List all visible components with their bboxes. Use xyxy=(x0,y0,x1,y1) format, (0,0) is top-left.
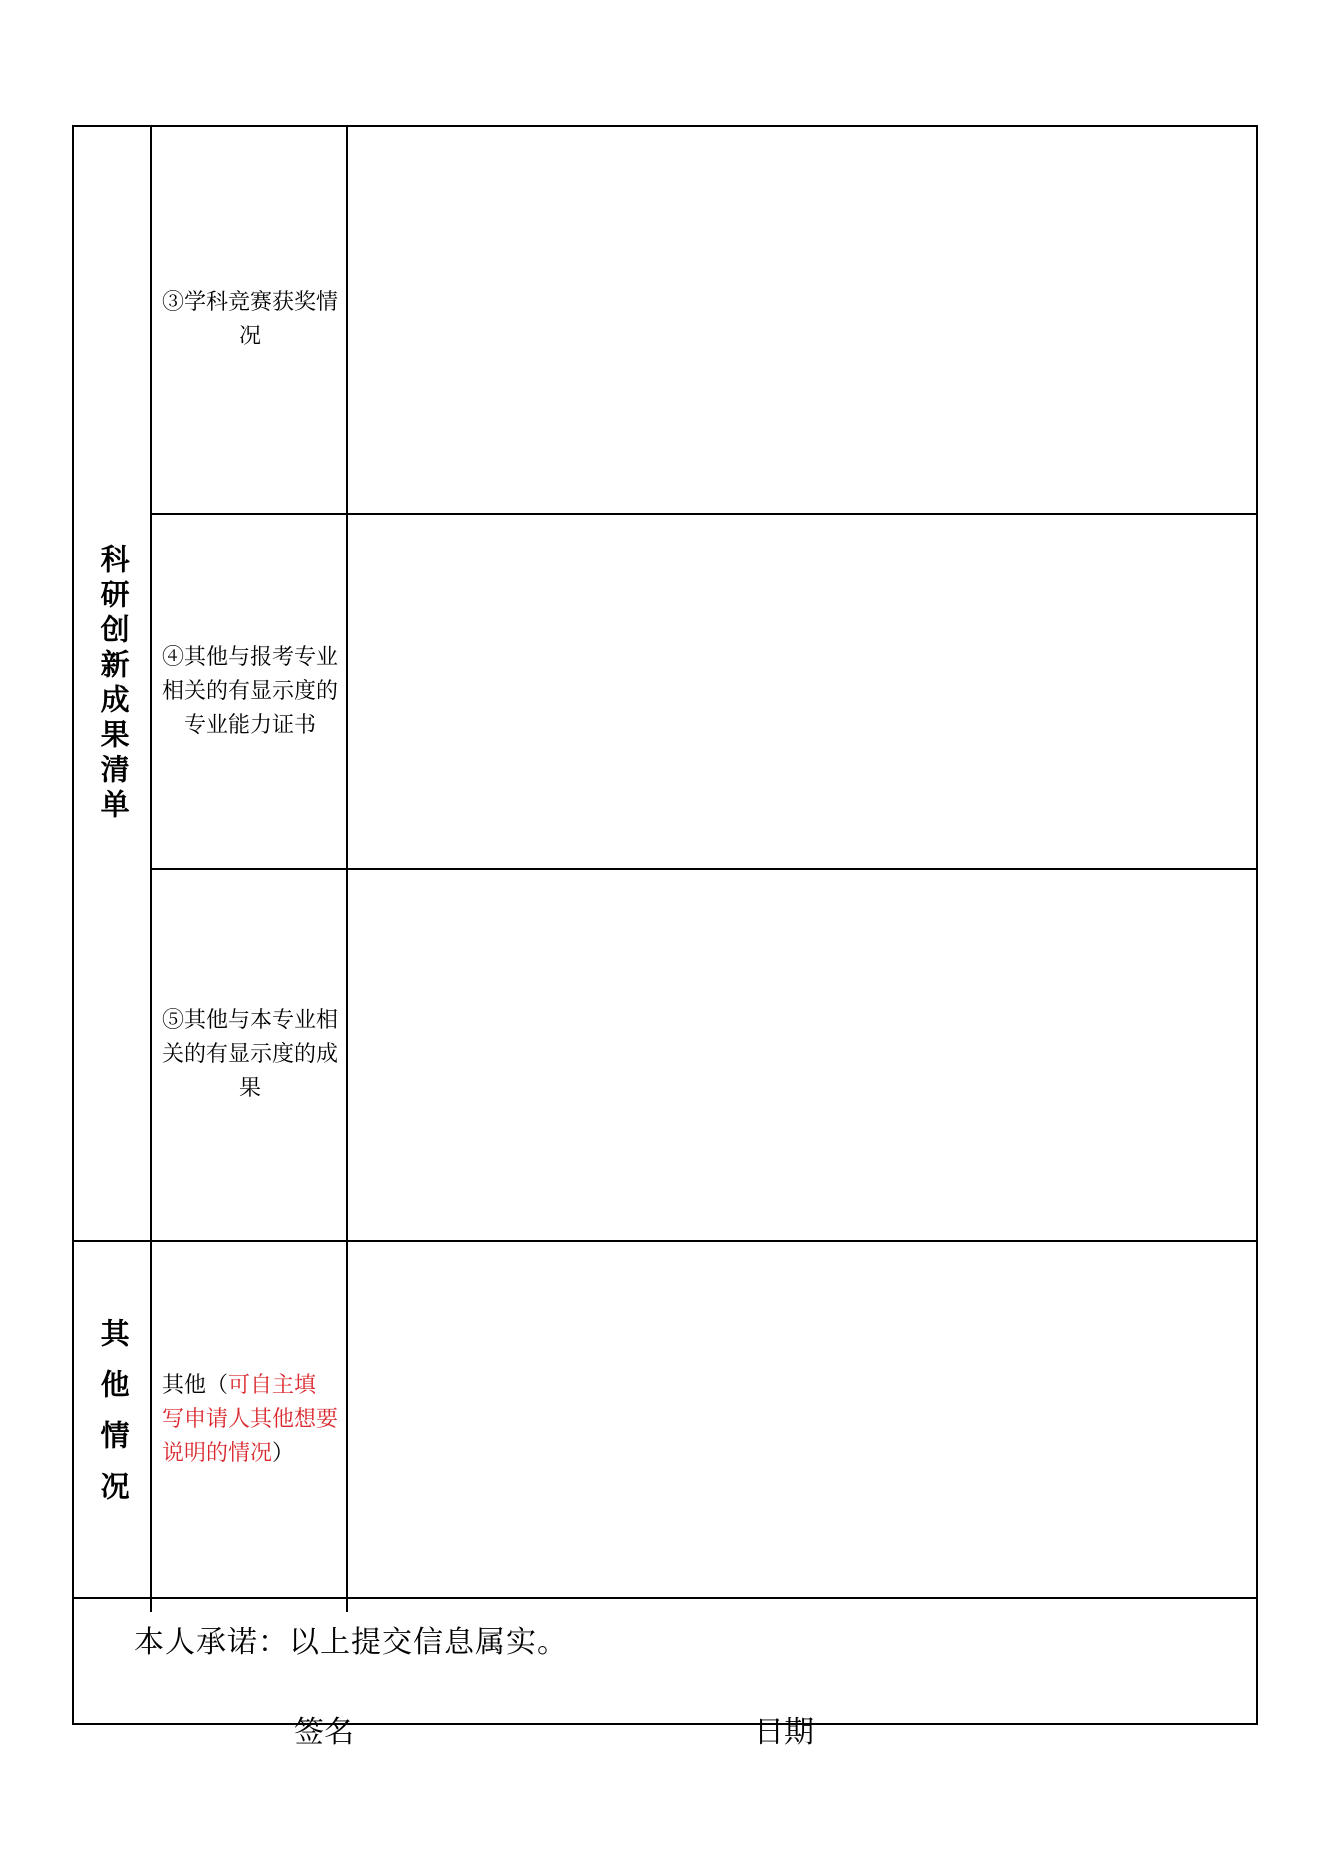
section-research-text: 科研创新成果清单 xyxy=(96,543,131,824)
entry-other-situation[interactable] xyxy=(348,1242,1256,1597)
item-other-note: 可自主填写申请人其他想要说明的情况 xyxy=(162,1372,339,1466)
item-other-achievements-label: ⑤其他与本专业相关的有显示度的成果 xyxy=(162,1008,339,1101)
pledge-divider xyxy=(74,1597,1256,1599)
date-label: 日期 xyxy=(754,1715,814,1750)
item-professional-certificates xyxy=(154,515,346,868)
entry-professional-certificates[interactable] xyxy=(348,515,1256,868)
entry-competition-awards[interactable] xyxy=(348,127,1256,513)
item-other-situation xyxy=(154,1242,346,1597)
item-other-achievements xyxy=(154,870,346,1240)
signature-label: 签名 xyxy=(294,1715,354,1750)
item-competition-awards-label: ③学科竞赛获奖情况 xyxy=(162,290,339,349)
application-form-table xyxy=(72,125,1258,1750)
section-other-text: 其他情况 xyxy=(96,1317,131,1522)
item-other-suffix: ） xyxy=(272,1440,295,1466)
item-professional-certificates-label: ④其他与报考专业相关的有显示度的专业能力证书 xyxy=(162,644,339,738)
section-research-label xyxy=(74,127,152,1240)
item-other-situation-label xyxy=(162,1369,338,1471)
section-other-label xyxy=(74,1242,152,1597)
item-other-prefix: 其他（ xyxy=(162,1372,229,1398)
item-competition-awards xyxy=(154,127,346,513)
entry-other-achievements[interactable] xyxy=(348,870,1256,1240)
pledge-statement: 本人承诺：以上提交信息属实。 xyxy=(134,1625,568,1660)
